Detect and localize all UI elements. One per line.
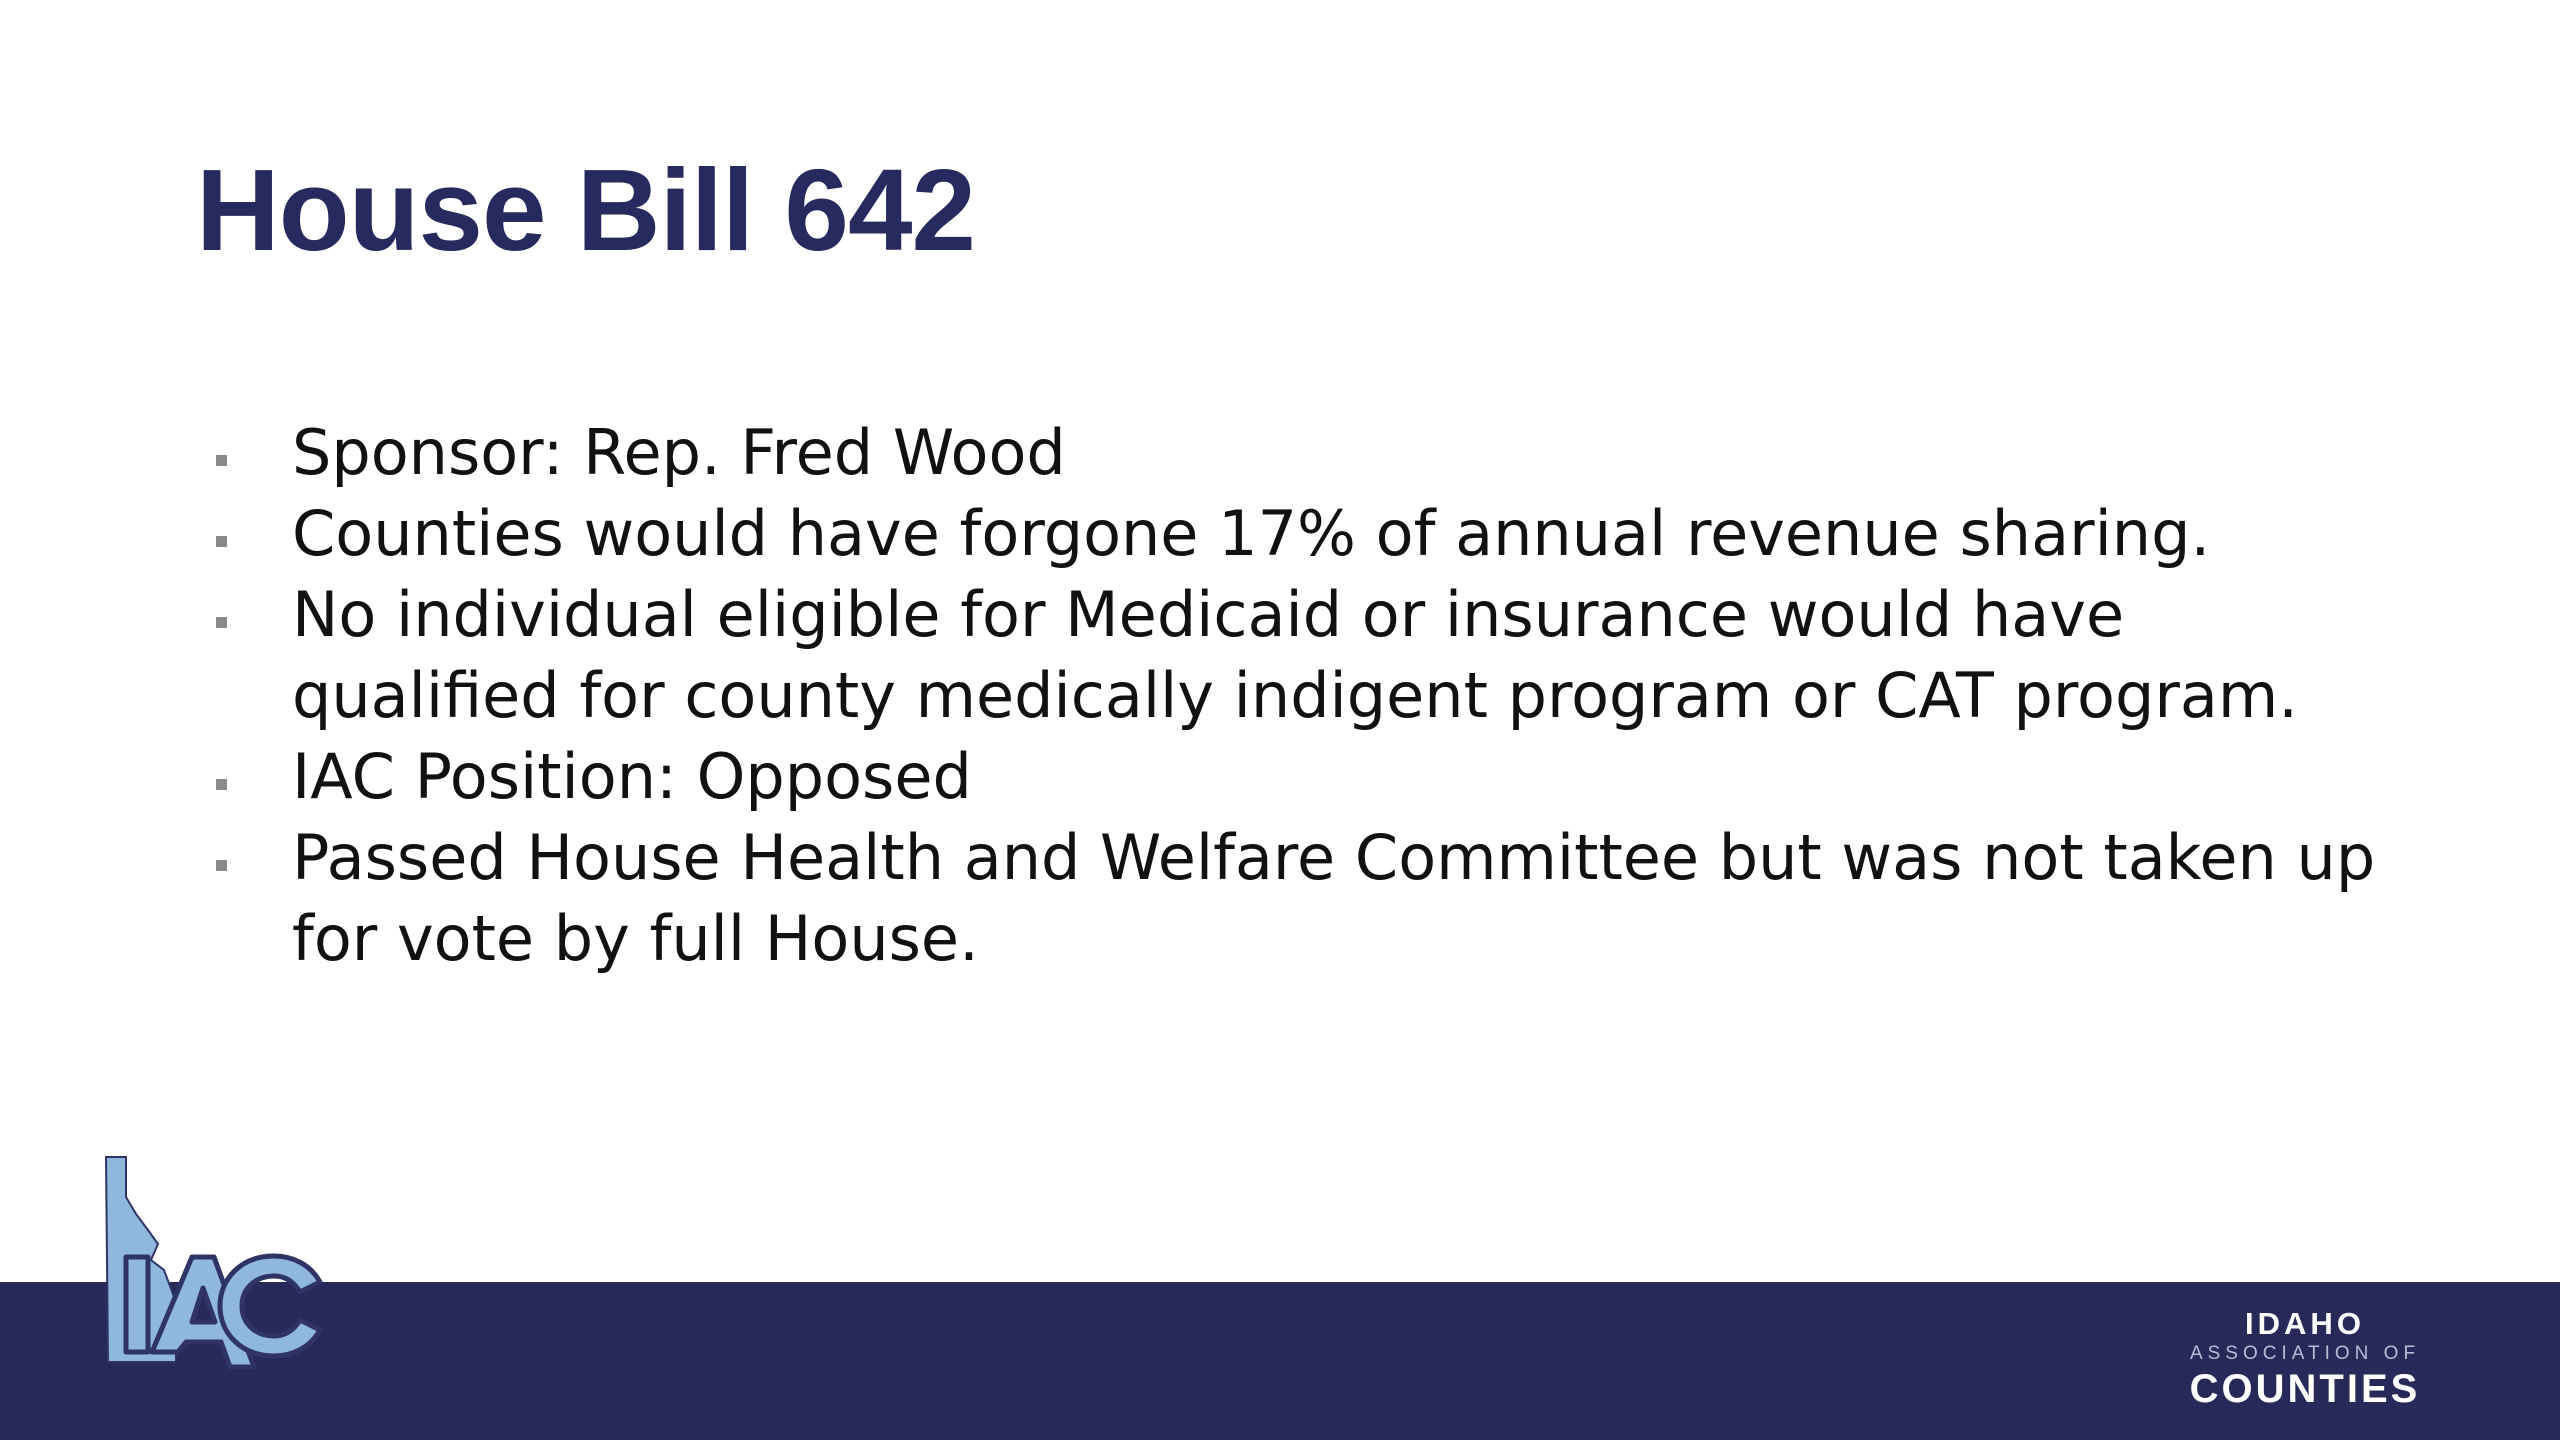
bullet-list [210, 412, 2410, 979]
letter-c-shape [220, 1256, 320, 1356]
bullet-text: Passed House Health and Welfare Committee but was not taken up for vote by full House. [292, 821, 2376, 975]
bullet-marker-icon [216, 860, 227, 871]
bullet-item [210, 736, 2410, 817]
bullet-item [210, 817, 2410, 979]
bullet-marker-icon [216, 617, 227, 628]
bullet-marker-icon [216, 779, 227, 790]
iac-logo-icon [96, 1152, 336, 1378]
bullet-item [210, 493, 2410, 574]
slide-title: House Bill 642 [196, 145, 975, 275]
org-name-line2: ASSOCIATION OF [2189, 1343, 2421, 1364]
bullet-text: IAC Position: Opposed [292, 740, 972, 813]
bullet-marker-icon [216, 455, 227, 466]
org-name-line3: COUNTIES [2189, 1367, 2421, 1411]
bullet-text: Counties would have forgone 17% of annual revenue sharing. [292, 497, 2211, 570]
bullet-marker-icon [216, 536, 227, 547]
bullet-text: No individual eligible for Medicaid or insurance would have qualified for county medically indigent program or CAT program. [292, 578, 2298, 732]
org-name [2170, 1306, 2440, 1412]
bullet-item [210, 574, 2410, 736]
org-name-line1: IDAHO [2245, 1306, 2365, 1341]
bullet-item [210, 412, 2410, 493]
bullet-text: Sponsor: Rep. Fred Wood [292, 416, 1066, 489]
letter-i-shape [126, 1257, 148, 1352]
